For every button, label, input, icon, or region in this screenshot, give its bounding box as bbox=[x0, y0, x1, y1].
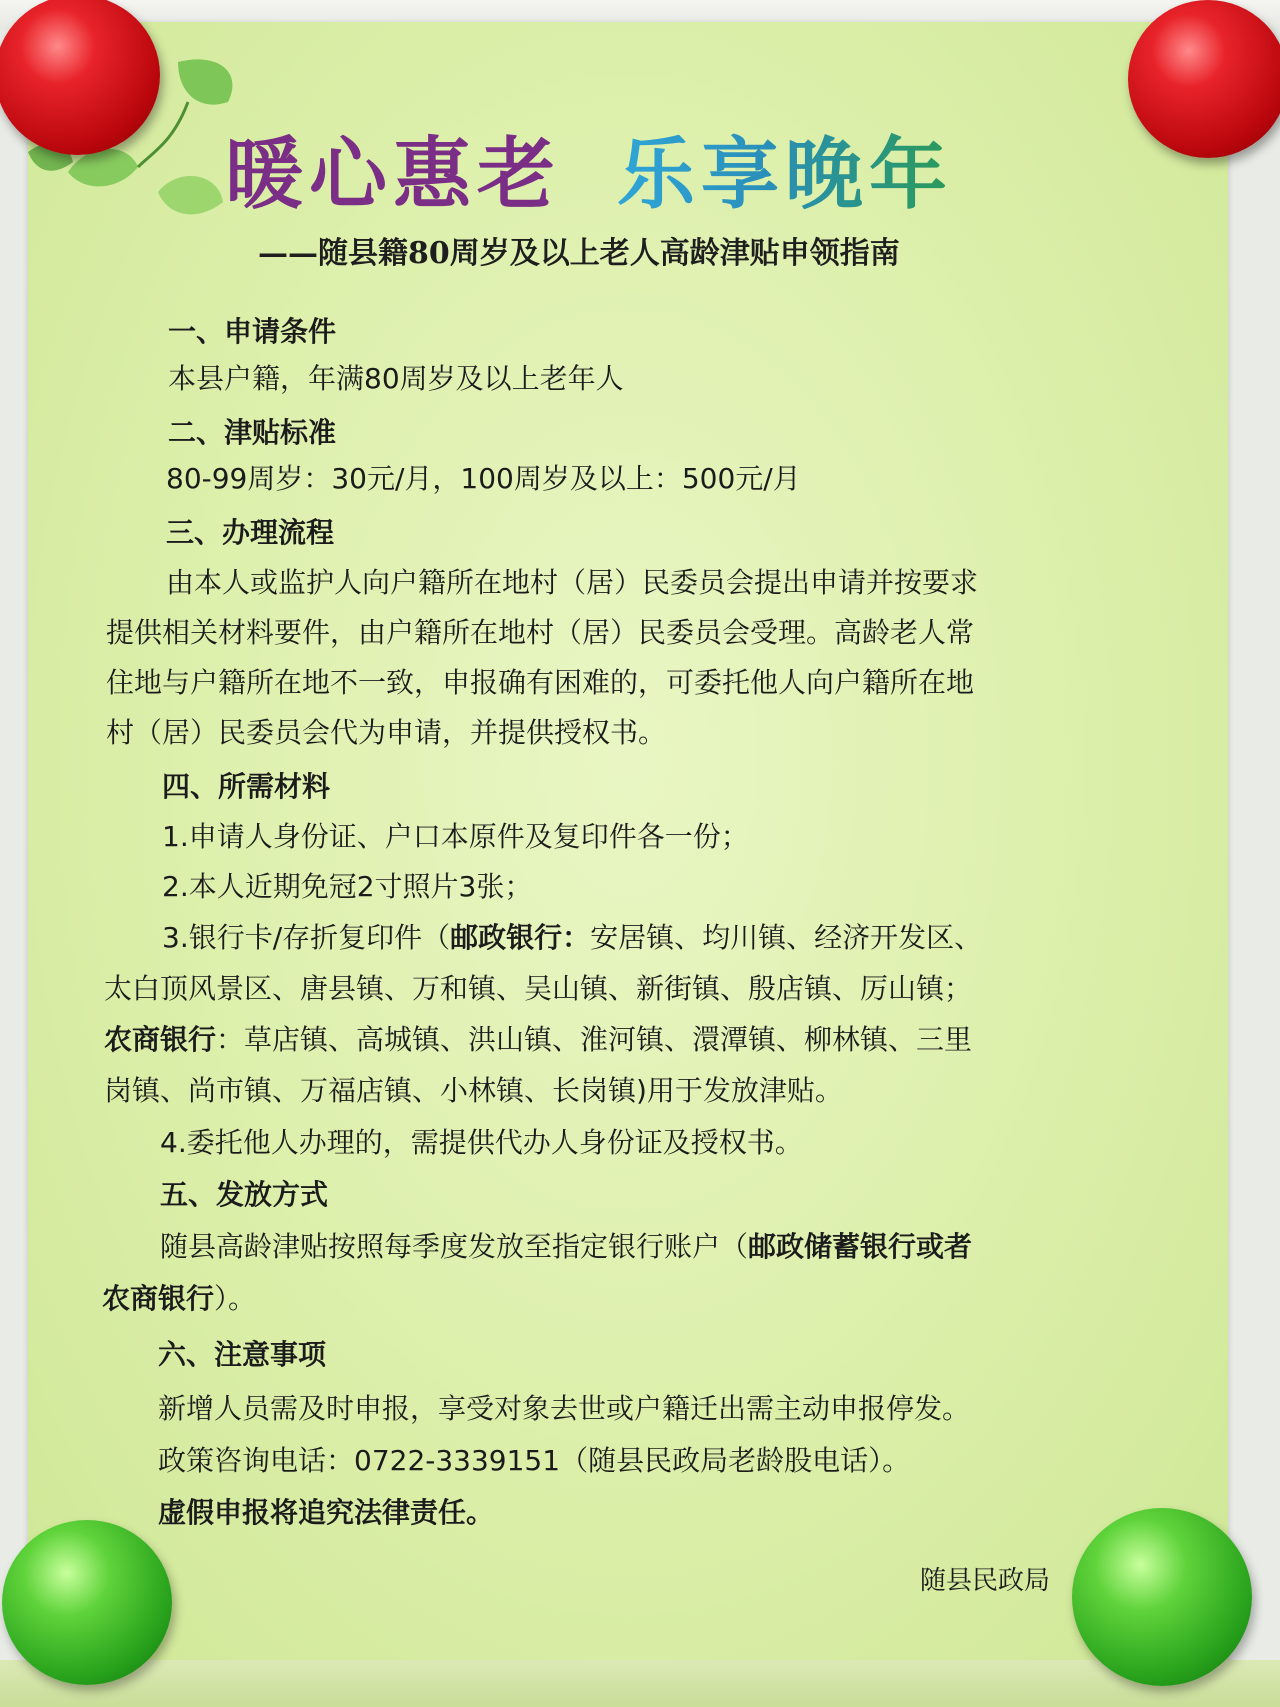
process-line-3: 住地与户籍所在地不一致，申报确有困难的，可委托他人向户籍所在地 bbox=[106, 666, 975, 699]
payment-rural-bank-bold: 农商银行 bbox=[102, 1282, 215, 1315]
materials-item-1: 1.申请人身份证、户口本原件及复印件各一份； bbox=[162, 820, 749, 853]
section-heading-6: 六、注意事项 bbox=[158, 1338, 327, 1371]
section-text-1: 本县户籍，年满80周岁及以上老年人 bbox=[168, 362, 624, 395]
process-line-4: 村（居）民委员会代为申请，并提供授权书。 bbox=[106, 716, 667, 749]
section-heading-3: 三、办理流程 bbox=[166, 516, 335, 549]
section-heading-2: 二、津贴标准 bbox=[168, 416, 337, 449]
section-heading-4: 四、所需材料 bbox=[162, 770, 331, 803]
materials-item-3-line-2: 太白顶风景区、唐县镇、万和镇、吴山镇、新街镇、殷店镇、厉山镇； bbox=[104, 972, 973, 1005]
materials-item-2: 2.本人近期免冠2寸照片3张； bbox=[162, 870, 533, 903]
section-heading-1: 一、申请条件 bbox=[168, 315, 337, 348]
title-part-1: 暖心惠老 bbox=[225, 129, 562, 220]
payment-line-2 bbox=[102, 1282, 256, 1316]
notes-line-2: 政策咨询电话：0722-3339151（随县民政局老龄股电话）。 bbox=[158, 1444, 911, 1477]
payment-banks-bold: 邮政储蓄银行或者 bbox=[748, 1230, 973, 1263]
poster-title bbox=[225, 112, 1085, 224]
notes-line-1: 新增人员需及时申报，享受对象去世或户籍迁出需主动申报停发。 bbox=[158, 1392, 971, 1425]
materials-item-4: 4.委托他人办理的，需提供代办人身份证及授权书。 bbox=[160, 1126, 803, 1159]
process-line-2: 提供相关材料要件，由户籍所在地村（居）民委员会受理。高龄老人常 bbox=[106, 616, 975, 649]
section-heading-5: 五、发放方式 bbox=[160, 1178, 329, 1211]
materials-item-3-line-3 bbox=[104, 1023, 972, 1057]
materials-item-3-prefix: 3.银行卡/存折复印件（ bbox=[162, 921, 451, 954]
title-part-2: 乐享晚年 bbox=[617, 129, 954, 220]
materials-item-3-line-1 bbox=[162, 921, 982, 955]
notes-line-3: 虚假申报将追究法律责任。 bbox=[158, 1496, 495, 1529]
green-magnet-bottom-left bbox=[2, 1520, 172, 1685]
lower-poster-edge bbox=[0, 1660, 1280, 1707]
poster-subtitle: ——随县籍80周岁及以上老人高龄津贴申领指南 bbox=[258, 236, 900, 271]
postal-towns-part-1: 安居镇、均川镇、经济开发区、 bbox=[590, 921, 983, 954]
process-line-1: 由本人或监护人向户籍所在地村（居）民委员会提出申请并按要求 bbox=[166, 566, 979, 599]
payment-line-1 bbox=[160, 1230, 972, 1264]
issuer-signature: 随县民政局 bbox=[920, 1566, 1051, 1596]
section-text-2: 80-99周岁：30元/月，100周岁及以上：500元/月 bbox=[166, 462, 801, 495]
rural-towns-part-1: ：草店镇、高城镇、洪山镇、淮河镇、澴潭镇、柳林镇、三里 bbox=[216, 1023, 973, 1056]
payment-line-2-suffix: ）。 bbox=[214, 1282, 257, 1315]
rural-bank-label: 农商银行 bbox=[104, 1023, 217, 1056]
payment-line-1-prefix: 随县高龄津贴按照每季度发放至指定银行账户（ bbox=[160, 1230, 749, 1263]
red-magnet-top-right bbox=[1128, 0, 1280, 158]
green-magnet-bottom-right bbox=[1072, 1508, 1252, 1686]
postal-bank-label: 邮政银行： bbox=[450, 921, 591, 954]
materials-item-3-line-4: 岗镇、尚市镇、万福店镇、小林镇、长岗镇)用于发放津贴。 bbox=[104, 1074, 843, 1107]
